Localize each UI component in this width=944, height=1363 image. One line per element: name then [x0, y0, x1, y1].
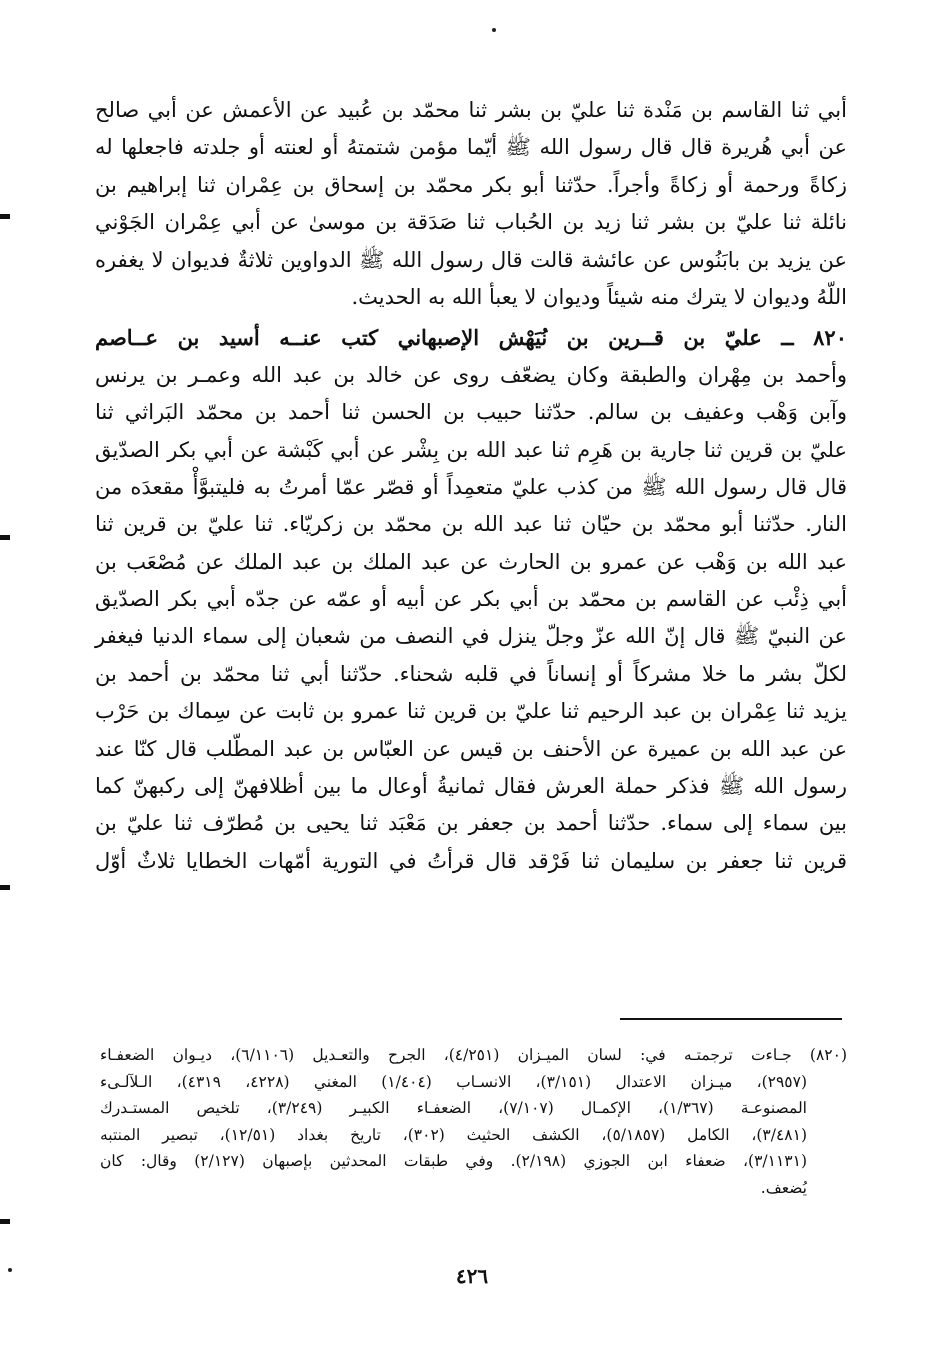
text-line: وآبن وَهْب وعفيف بن سالم. حدّثنا حبيب بن الحسن ثنا أحمد بن محمّد البَراثي ثنا: [95, 400, 847, 425]
text-line: أبي ذِئْب عن القاسم بن محمّد بن أبي بكر عن أبيه أو عمّه عن جدّه أبي بكر الصدّيق: [95, 587, 847, 612]
text-line: بين سماء إلى سماء. حدّثنا أحمد بن جعفر بن مَعْبَد ثنا يحيى بن مُطرّف ثنا عليّ بن: [95, 811, 847, 836]
scan-margin-mark: [0, 535, 10, 540]
footnote-line: المصنوعـة (١/٣٦٧)، الإكمـال (٧/١٠٧)، الضعفـاء الكبيـر (٣/٢٤٩)، تلخيص المستـدرك: [100, 1099, 807, 1117]
scan-margin-mark: [0, 214, 10, 219]
text-line: عن النبيّ ﷺ قال إنّ الله عزّ وجلّ ينزل في النصف من شعبان إلى سماء الدنيا فيغفر: [95, 624, 847, 649]
footnote-line: يُضعف.: [760, 1178, 807, 1197]
text-line: وأحمد بن مِهْران والطبقة وكان يضعّف روى عن خالد بن عبد الله وعمـر بن يرنس: [95, 362, 847, 387]
text-line: عن يزيد بن بابَنُوس عن عائشة قالت قال رسول الله ﷺ الدواوين ثلاثةٌ فديوان لا يغفره: [95, 247, 847, 272]
text-line: عن عبد الله بن عميرة عن الأحنف بن قيس عن العبّاس بن عبد المطّلب قال كنّا عند: [95, 736, 847, 761]
text-line: أبي ثنا القاسم بن مَنْدة ثنا عليّ بن بشر ثنا محمّد بن عُبيد عن الأعمش عن أبي صالح: [95, 98, 847, 122]
footnote-line: (٢٩٥٧)، ميـزان الاعتدال (٣/١٥١)، الانسـاب (١/٤٠٤) المغني (٤٢٢٨، ٤٣١٩)، الـلآلـىء: [100, 1072, 807, 1091]
footnote-separator: [620, 1018, 842, 1020]
text-line: قرين ثنا جعفر بن سليمان ثنا فَرْقد قال قرأتُ في التورية أمّهات الخطايا ثلاثٌ أوّل: [95, 848, 847, 873]
footnotes: [100, 1042, 847, 1201]
text-line: قال قال رسول الله ﷺ من كذب عليّ متعمِداً أو قصّر عمّا أمرتُ به فليتبوَّأْ مقعدَه من: [95, 474, 847, 499]
text-line: رسول الله ﷺ فذكر حملة العرش فقال ثمانيةُ أوعال ما بين أظلافهنّ إلى ركبهنّ كما: [95, 774, 847, 799]
scan-speck: [8, 1268, 12, 1272]
text-line: عليّ بن قرين ثنا جارية بن هَرِم ثنا عبد الله بن بِشْر عن أبي كَبْشة عن أبي بكر الصدّيق: [95, 437, 847, 462]
text-line: النار. حدّثنا أبو محمّد بن حيّان ثنا عبد الله بن محمّد بن زكريّاء. ثنا عليّ بن قرين ثنا: [95, 512, 847, 537]
text-line: لكلّ بشر ما خلا مشركاً أو إنساناً في قلبه شحناء. حدّثنا أبي ثنا محمّد بن أحمد بن: [95, 661, 847, 686]
footnote-line: (٨٢٠) جـاءت ترجمتـه في: لسان الميـزان (٤/٢٥١)، الجرح والتعـديل (٦/١١٠٦)، ديـوان الضعفـاء: [100, 1046, 847, 1064]
entry-820: [95, 319, 847, 880]
main-text: [95, 92, 847, 880]
scan-margin-mark: [0, 885, 10, 890]
text-line: نائلة ثنا عليّ بن بشر ثنا زيد بن الحُباب ثنا صَدَقة بن موسىٰ عن أبي عِمْران الجَوْني: [95, 210, 847, 235]
paragraph-continuation: [95, 92, 847, 316]
page-number: ٤٢٦: [455, 1264, 489, 1288]
entry-heading: ٨٢٠ ــ عليّ بن قــرين بن نُيَهْش الإصبهاني كتب عنــه أسيد بن عــاصم: [95, 325, 847, 351]
footnote-line: (٣/٤٨١)، الكامل (٥/١٨٥٧)، الكشف الحثيث (٣٠٢)، تاريخ بغداد (١٢/٥١)، تبصير المنتبه: [100, 1125, 807, 1144]
text-line: عن أبي هُريرة قال قال رسول الله ﷺ أيّما مؤمن شتمتهُ أو لعنته أو جلدته فاجعلها له: [95, 135, 847, 160]
footnote-line: (٣/١١٣١)، ضعفاء ابن الجوزي (٢/١٩٨). وفي طبقات المحدثين بإصبهان (٢/١٢٧) وقال: كان: [100, 1152, 807, 1170]
scan-speck: [492, 28, 496, 32]
text-line: زكاةً ورحمة أو زكاةً وأجراً. حدّثنا أبو بكر محمّد بن إسحاق بن عِمْران ثنا إبراهيم بن: [95, 172, 847, 197]
text-line: يزيد ثنا عِمْران بن عبد الرحيم ثنا عليّ بن قرين ثنا عمرو بن ثابت عن سِماك بن حَرْب: [95, 699, 847, 724]
text-line: اللّهُ وديوان لا يترك منه شيئاً وديوان لا يعبأ الله به الحديث.: [351, 284, 847, 309]
text-line: عبد الله بن وَهْب عن عمرو بن الحارث عن عبد الملك بن عبد الملك عن مُصْعَب بن: [95, 549, 847, 574]
scan-margin-mark: [0, 1219, 10, 1224]
